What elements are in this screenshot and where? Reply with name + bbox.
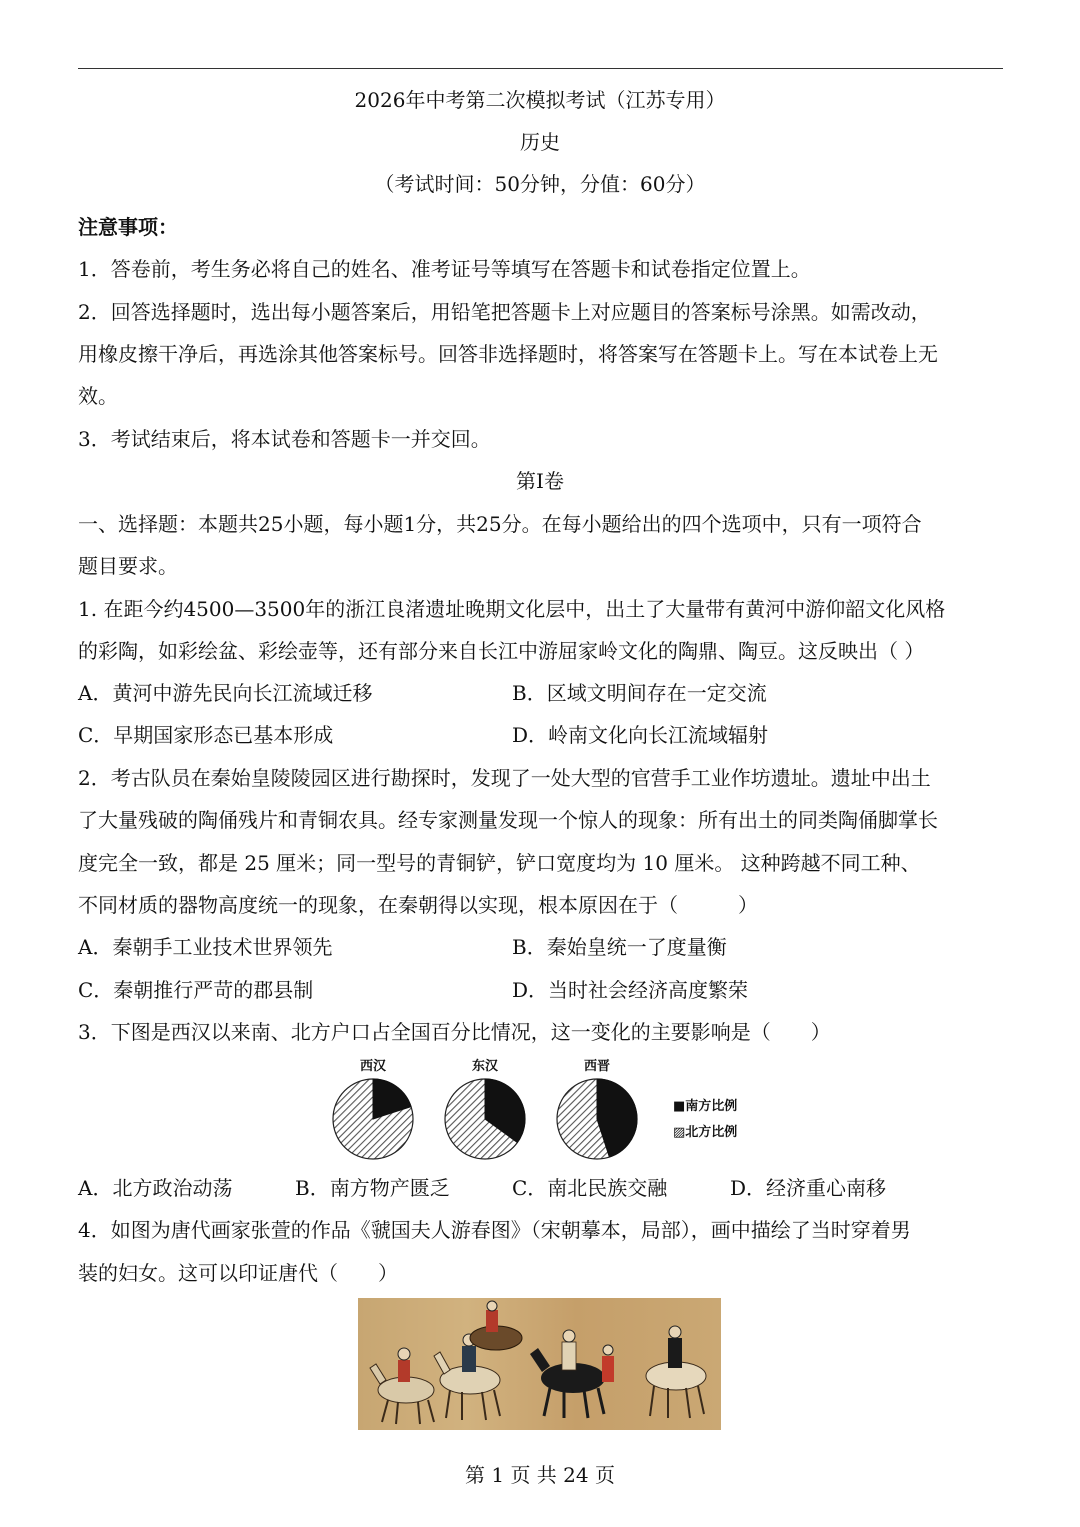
exam-meta: （考试时间：50分钟，分值：60分）	[374, 172, 706, 196]
notice-line-3: 用橡皮擦干净后，再选涂其他答案标号。回答非选择题时，将答案写在答题卡上。写在本试卷上无	[78, 342, 938, 366]
section-intro-1: 一、选择题：本题共25小题，每小题1分，共25分。在每小题给出的四个选项中，只有一项符合	[78, 512, 922, 536]
q1-option-a[interactable]: A．黄河中游先民向长江流域迁移	[78, 681, 373, 705]
section-title: 第Ⅰ卷	[516, 469, 564, 493]
pie-3	[557, 1058, 637, 1159]
legend-entry: ■南方比例	[673, 1099, 738, 1114]
painting-image	[358, 1298, 721, 1430]
q3-option-a[interactable]: A．北方政治动荡	[78, 1176, 233, 1200]
horse-figure	[646, 1326, 706, 1418]
q3-option-b[interactable]: B．南方物产匮乏	[295, 1176, 450, 1200]
rider-figure	[602, 1345, 614, 1382]
pie-title: 西汉	[359, 1059, 387, 1074]
q2-stem-2: 了大量残破的陶俑残片和青铜农具。经专家测量发现一个惊人的现象：所有出土的同类陶俑脚掌长	[78, 808, 938, 832]
legend-entry: ▨北方比例	[673, 1125, 738, 1140]
painting-illustration	[358, 1298, 721, 1430]
q1-stem-2: 的彩陶，如彩绘盆、彩绘壶等，还有部分来自长江中游屈家岭文化的陶鼎、陶豆。这反映出（ ）	[78, 639, 925, 663]
notice-line-2: 2．回答选择题时，选出每小题答案后，用铅笔把答题卡上对应题目的答案标号涂黑。如需改动，	[78, 300, 931, 324]
notice-line-4: 效。	[78, 384, 118, 408]
q1-stem-1: 1. 在距今约4500—3500年的浙江良渚遗址晚期文化层中，出土了大量带有黄河中游仰韶文化风格	[78, 597, 946, 621]
q4-stem-2: 装的妇女。这可以印证唐代（ ）	[78, 1261, 398, 1285]
q2-option-b[interactable]: B．秦始皇统一了度量衡	[512, 935, 727, 959]
pie-1	[333, 1058, 413, 1159]
horse-figure	[470, 1301, 522, 1350]
notice-heading: 注意事项：	[78, 215, 178, 239]
horse-figure	[530, 1330, 605, 1418]
q2-option-a[interactable]: A．秦朝手工业技术世界领先	[78, 935, 333, 959]
q2-stem-4: 不同材质的器物高度统一的现象，在秦朝得以实现，根本原因在于（ ）	[78, 893, 758, 917]
q2-option-c[interactable]: C．秦朝推行严苛的郡县制	[78, 978, 314, 1002]
page-footer: 第 1 页 共 24 页	[465, 1463, 615, 1487]
population-pie-charts	[325, 1052, 755, 1164]
horse-figure	[370, 1348, 434, 1424]
q2-stem-1: 2．考古队员在秦始皇陵陵园区进行勘探时，发现了一处大型的官营手工业作坊遗址。遗址中出土	[78, 766, 931, 790]
pie-title: 西晋	[583, 1059, 611, 1074]
pie-2	[445, 1058, 525, 1159]
subject-title: 历史	[520, 130, 560, 154]
pie-title: 东汉	[471, 1059, 499, 1074]
q1-option-c[interactable]: C．早期国家形态已基本形成	[78, 723, 334, 747]
notice-line-1: 1．答卷前，考生务必将自己的姓名、准考证号等填写在答题卡和试卷指定位置上。	[78, 257, 811, 281]
pie-charts-svg	[325, 1052, 755, 1164]
q4-stem-1: 4．如图为唐代画家张萱的作品《虢国夫人游春图》（宋朝摹本，局部），画中描绘了当时穿着男	[78, 1218, 911, 1242]
q2-option-d[interactable]: D．当时社会经济高度繁荣	[512, 978, 749, 1002]
notice-line-5: 3．考试结束后，将本试卷和答题卡一并交回。	[78, 427, 491, 451]
q3-option-d[interactable]: D．经济重心南移	[730, 1176, 887, 1200]
q3-stem-1: 3．下图是西汉以来南、北方户口占全国百分比情况，这一变化的主要影响是（ ）	[78, 1020, 831, 1044]
section-intro-2: 题目要求。	[78, 554, 178, 578]
q1-option-b[interactable]: B．区域文明间存在一定交流	[512, 681, 767, 705]
exam-title: 2026年中考第二次模拟考试（江苏专用）	[354, 88, 726, 112]
q2-stem-3: 度完全一致，都是 25 厘米；同一型号的青铜铲，铲口宽度均为 10 厘米。 这种跨越不同工种、	[78, 851, 921, 875]
q1-option-d[interactable]: D．岭南文化向长江流域辐射	[512, 723, 769, 747]
q3-option-c[interactable]: C．南北民族交融	[512, 1176, 668, 1200]
top-rule	[78, 68, 1003, 69]
